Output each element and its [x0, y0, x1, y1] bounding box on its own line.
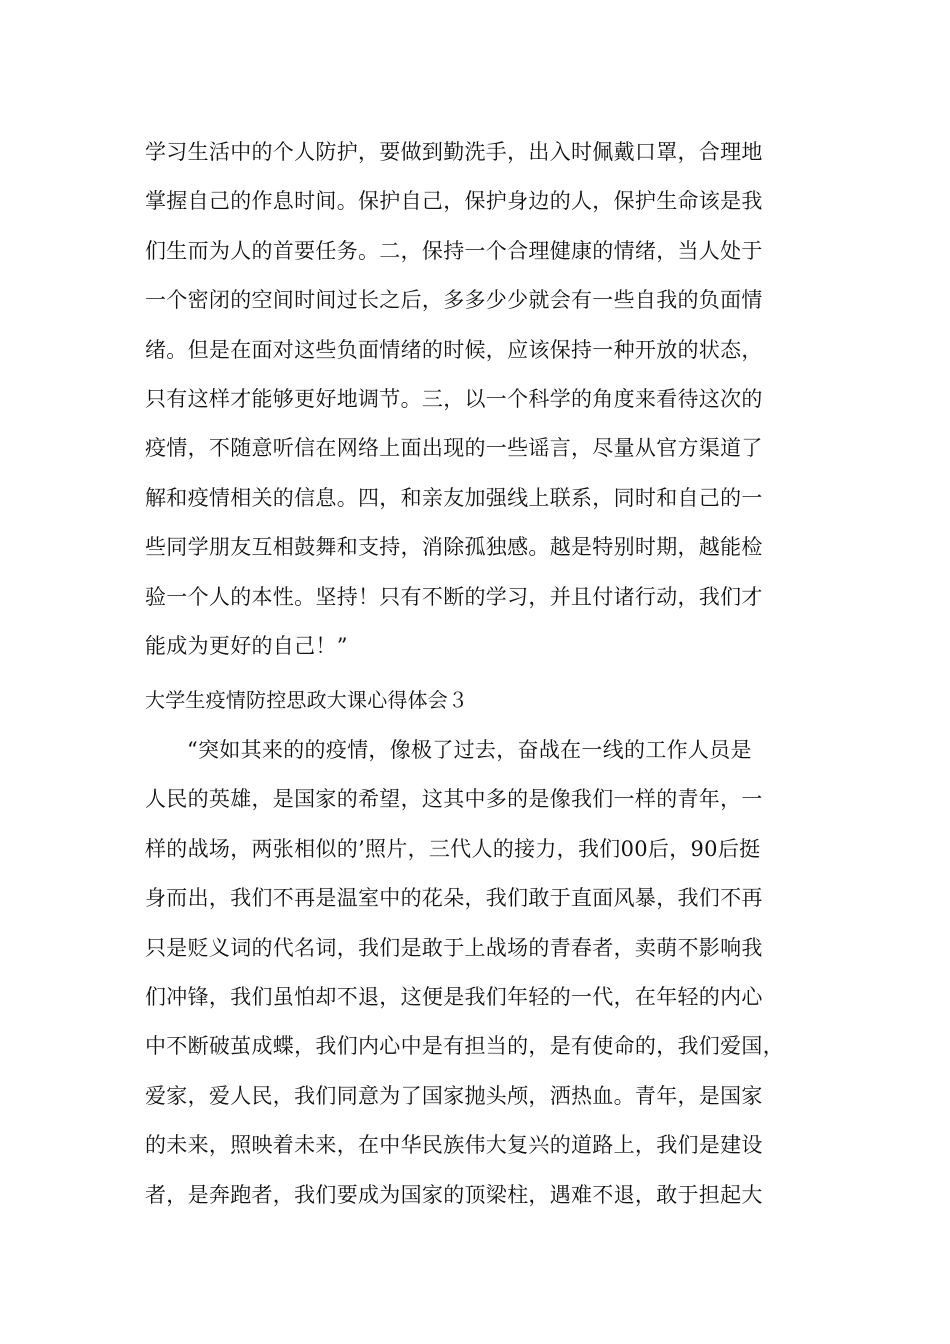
paragraph-1-line: 能成为更好的自己！” — [145, 633, 348, 658]
paragraph-1-line: 验一个人的本性。坚持！只有不断的学习，并且付诸行动，我们才 — [145, 584, 763, 609]
paragraph-2-line: 样的战场，两张相似的’照片，三代人的接力，我们00后，90后挺 — [145, 836, 761, 861]
paragraph-1-line: 解和疫情相关的信息。四，和亲友加强线上联系，同时和自己的一 — [145, 485, 763, 510]
paragraph-1-line: 们生而为人的首要任务。二，保持一个合理健康的情绪，当人处于 — [145, 238, 763, 263]
paragraph-1 — [145, 128, 825, 671]
paragraph-1-line: 些同学朋友互相鼓舞和支持，消除孤独感。越是特别时期，越能检 — [145, 535, 763, 560]
paragraph-2-line: 的未来，照映着未来，在中华民族伟大复兴的道路上，我们是建设 — [145, 1133, 763, 1158]
paragraph-2-line: 人民的英雄，是国家的希望，这其中多的是像我们一样的青年，一 — [145, 787, 763, 812]
paragraph-1-line: 绪。但是在面对这些负面情绪的时候，应该保持一种开放的状态， — [145, 337, 763, 362]
paragraph-1-line: 只有这样才能够更好地调节。三，以一个科学的角度来看待这次的 — [145, 386, 763, 411]
paragraph-2 — [145, 726, 825, 1220]
paragraph-2-line: 们冲锋，我们虽怕却不退，这便是我们年轻的一代，在年轻的内心 — [145, 984, 763, 1009]
section-heading: 大学生疫情防控思政大课心得体会３ — [145, 688, 469, 712]
paragraph-2-line: 只是贬义词的代名词，我们是敢于上战场的青春者，卖萌不影响我 — [145, 935, 763, 960]
paragraph-2-line: “突如其来的的疫情，像极了过去，奋战在一线的工作人员是 — [187, 738, 752, 762]
paragraph-2-line: 者，是奔跑者，我们要成为国家的顶梁柱，遇难不退，敢于担起大 — [145, 1182, 763, 1207]
paragraph-1-line: 学习生活中的个人防护，要做到勤洗手，出入时佩戴口罩，合理地 — [145, 140, 763, 164]
paragraph-2-line: 中不断破茧成蝶，我们内心中是有担当的，是有使命的，我们爱国， — [145, 1034, 784, 1059]
paragraph-1-line: 疫情，不随意听信在网络上面出现的一些谣言，尽量从官方渠道了 — [145, 436, 763, 461]
paragraph-2-line: 身而出，我们不再是温室中的花朵，我们敢于直面风暴，我们不再 — [145, 886, 763, 911]
paragraph-1-line: 一个密闭的空间时间过长之后，多多少少就会有一些自我的负面情 — [145, 288, 763, 313]
paragraph-2-line: 爱家，爱人民，我们同意为了国家抛头颅，洒热血。青年，是国家 — [145, 1083, 763, 1108]
paragraph-1-line: 掌握自己的作息时间。保护自己，保护身边的人，保护生命该是我 — [145, 189, 763, 214]
